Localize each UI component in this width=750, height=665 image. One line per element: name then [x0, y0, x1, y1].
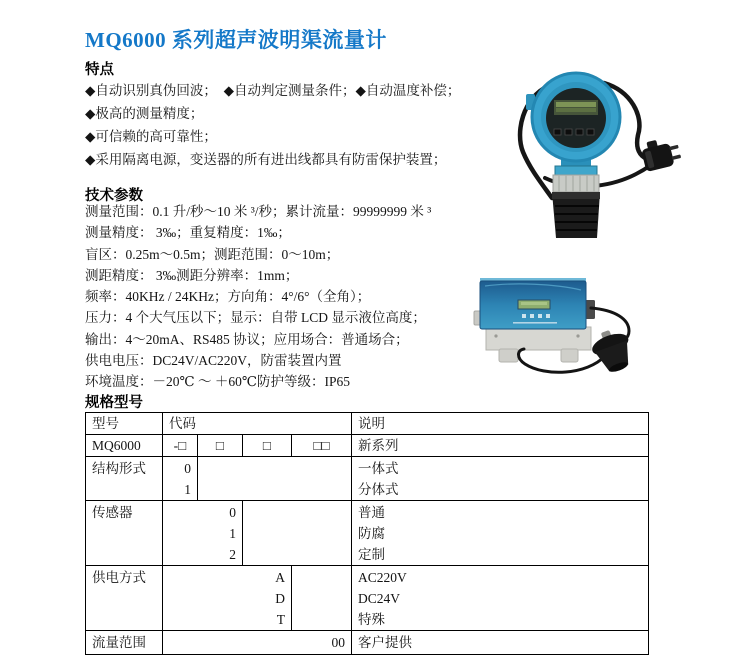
code-value: T: [276, 612, 285, 627]
tech-param-line: 输出：4～20mA、RS485 协议；应用场合：普通场合；: [85, 331, 409, 347]
spec-flow-row: [86, 631, 649, 655]
tech-param-line: 测量范围：0.1 升/秒～10 米 ³/秒；累计流量：99999999 米 ³: [85, 204, 432, 219]
transducer: [552, 192, 600, 238]
integrated-flowmeter-photo: [495, 56, 710, 248]
flow-code-cell: 00: [163, 631, 352, 655]
sensor-desc-cell: [352, 501, 649, 566]
tech-param-line: 频率：40KHz / 24KHz；方向角：4°/6°（全角）；: [85, 289, 371, 305]
model-desc-cell: 新系列: [352, 435, 649, 457]
empty-cell: [292, 566, 352, 631]
spec-structure-row: [86, 457, 649, 501]
desc-value: 防腐: [358, 526, 385, 541]
transmitter-panel: [480, 278, 586, 329]
tech-params-heading: 技术参数: [85, 188, 143, 204]
code-value: 0: [229, 505, 236, 520]
tech-param-line: 测量精度： 3‰；重复精度：1‰；: [85, 225, 291, 241]
tech-param-line: 盲区：0.25m～0.5m；测距范围：0～10m；: [85, 246, 340, 262]
power-codes-cell: [163, 566, 292, 631]
code-value: 1: [229, 526, 236, 541]
spec-model-row: [86, 435, 649, 457]
split-flowmeter-photo: [455, 266, 700, 381]
feature-item: ◆极高的测量精度；: [85, 106, 204, 121]
header-model-cell: 型号: [86, 413, 163, 435]
tech-params-list: [85, 201, 431, 393]
lcd-window: [518, 300, 550, 309]
structure-desc-cell: [352, 457, 649, 501]
structure-codes-cell: [163, 457, 198, 501]
spec-power-row: [86, 566, 649, 631]
lcd-screen: [554, 100, 598, 115]
power-plug: [640, 135, 683, 172]
flow-label-cell: 流量范围: [86, 631, 163, 655]
desc-value: 分体式: [358, 482, 399, 497]
desc-value: 定制: [358, 547, 385, 562]
header-code-cell: 代码: [163, 413, 352, 435]
features-heading: 特点: [85, 62, 114, 78]
feature-item: ◆自动识别真伪回波； ◆自动判定测量条件；◆自动温度补偿；: [85, 83, 461, 98]
structure-label-cell: 结构形式: [86, 457, 163, 501]
features-list: [85, 79, 460, 171]
tech-param-line: 压力：4 个大气压以下；显示：自带 LCD 显示液位高度；: [85, 310, 426, 326]
spec-heading: 规格型号: [85, 395, 143, 411]
feature-item: ◆可信赖的高可靠性；: [85, 129, 217, 144]
code-value: D: [275, 591, 285, 606]
spec-table: [85, 412, 649, 655]
panel-label-strip: [513, 322, 557, 324]
power-label-cell: 供电方式: [86, 566, 163, 631]
transducer-collar: [553, 175, 599, 192]
header-desc-cell: 说明: [352, 413, 649, 435]
feature-item: ◆采用隔离电源，变送器的所有进出线都具有防雷保护装置；: [85, 152, 447, 167]
code-value: A: [275, 570, 285, 585]
flow-desc-cell: 客户提供: [352, 631, 649, 655]
model-code-cell: □□: [292, 435, 352, 457]
desc-value: AC220V: [358, 570, 407, 585]
power-desc-cell: [352, 566, 649, 631]
sensor-codes-cell: [163, 501, 243, 566]
empty-cell: [198, 457, 352, 501]
code-value: 2: [229, 547, 236, 562]
tech-param-line: 环境温度：－20℃ ～ ＋60℃防护等级：IP65: [85, 374, 350, 390]
code-value: 0: [184, 461, 191, 476]
tech-param-line: 测距精度： 3‰测距分辨率：1mm；: [85, 267, 299, 283]
desc-value: 特殊: [358, 612, 385, 627]
spec-header-row: [86, 413, 649, 435]
page-title: MQ6000 系列超声波明渠流量计: [85, 28, 387, 52]
desc-value: 一体式: [358, 461, 399, 476]
flowmeter-housing: [526, 73, 620, 161]
model-code-cell: □: [198, 435, 243, 457]
desc-value: 普通: [358, 505, 385, 520]
model-name-cell: MQ6000: [86, 435, 163, 457]
code-value: 1: [184, 482, 191, 497]
model-code-cell: -□: [163, 435, 198, 457]
sensor-label-cell: 传感器: [86, 501, 163, 566]
mounting-plate: [486, 327, 591, 362]
tech-param-line: 供电电压：DC24V/AC220V，防雷装置内置: [85, 353, 342, 369]
empty-cell: [243, 501, 352, 566]
desc-value: DC24V: [358, 591, 401, 606]
spec-sensor-row: [86, 501, 649, 566]
model-code-cell: □: [243, 435, 292, 457]
